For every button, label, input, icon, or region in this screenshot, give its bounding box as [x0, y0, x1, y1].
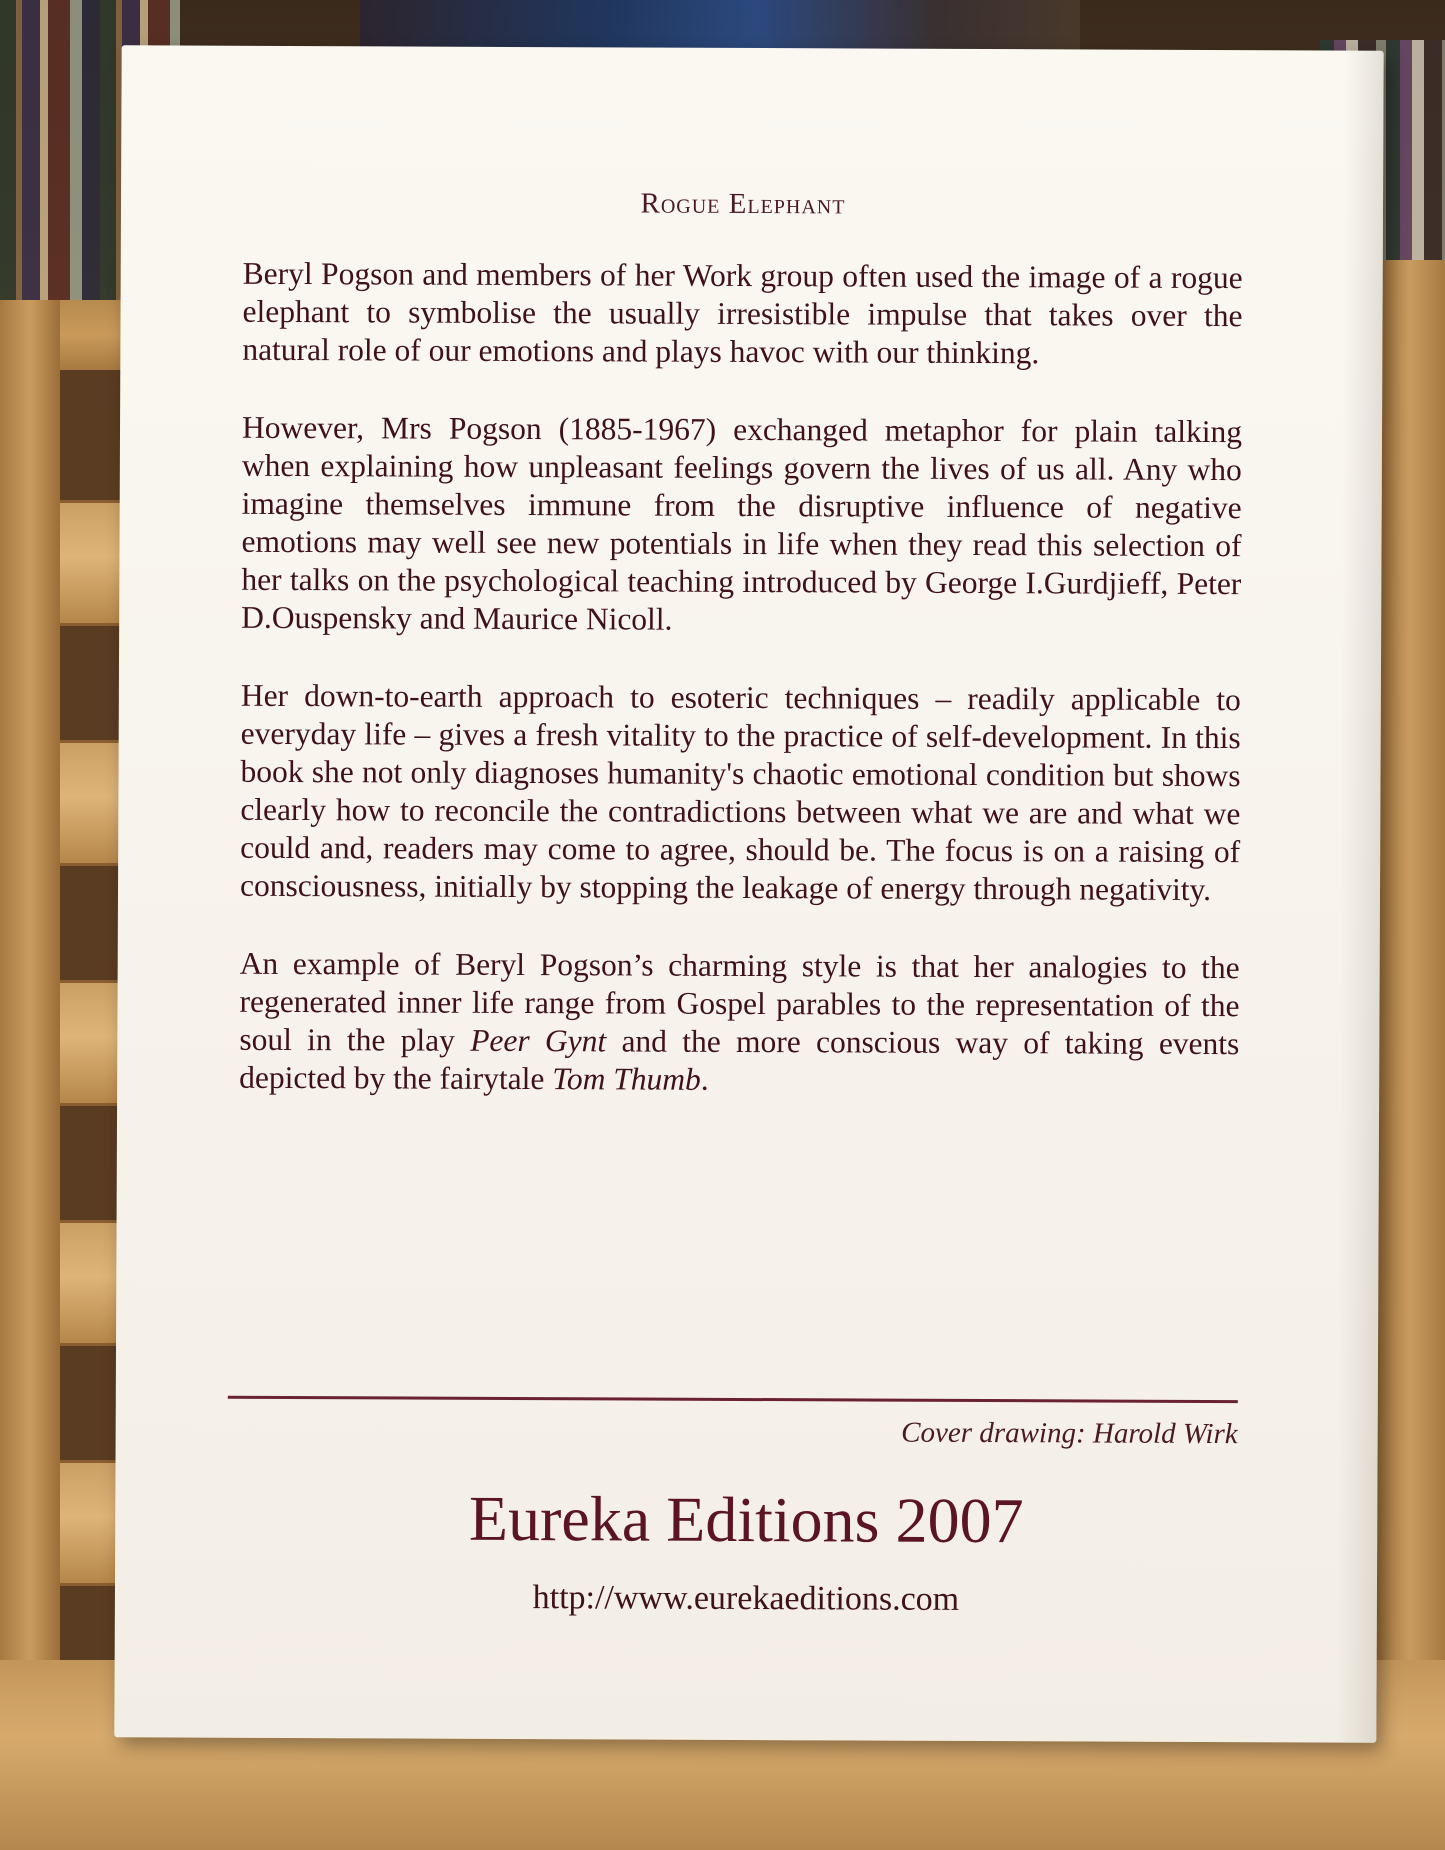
blurb-paragraph-1: Beryl Pogson and members of her Work group often used the image of a rogue elephant to symbolise the usually irresistible impulse that takes over the natural role of our emotions and plays havoc with our thinking.	[242, 255, 1243, 371]
blurb-paragraph-4-part-2: and the more conscious way of taking events depicted by the fairytale	[239, 1023, 1240, 1097]
stand-post-right	[1375, 260, 1445, 1850]
book-back-cover	[114, 45, 1383, 1742]
title-peer-gynt: Peer Gynt	[470, 1022, 607, 1059]
blurb-paragraph-3: Her down-to-earth approach to esoteric techniques – readily applicable to everyday life – gives a fresh vitality to the practice of self-development. In this book she not only diagnoses humanity's chaotic emotional condition but shows clearly how to reconcile the contradictions between what we are and what we could and, readers may come to agree, should be. The focus is on a raising of consciousness, initially by stopping the leakage of energy through negativity.	[239, 677, 1241, 908]
divider-rule	[228, 1396, 1238, 1403]
blurb-paragraph-4-part-1: An example of Beryl Pogson’s charming style is that her analogies to the regenerated inner life range from Gospel parables to the representation of the soul in the play	[239, 945, 1240, 1058]
publisher-url: http://www.eurekaeditions.com	[532, 1579, 960, 1618]
book-title: Rogue Elephant	[640, 187, 846, 221]
title-tom-thumb: Tom Thumb	[552, 1061, 701, 1097]
blurb-text-block	[239, 186, 1243, 1141]
cover-credit: Cover drawing: Harold Wirk	[901, 1416, 1238, 1451]
blurb-paragraph-4	[239, 945, 1240, 1101]
blurb-paragraph-2: However, Mrs Pogson (1885-1967) exchanged metaphor for plain talking when explaining how unpleasant feelings govern the lives of us all. Any who imagine themselves immune from the disruptive influence of negative emotions may well see new potentials in life when they read this selection of her talks on the psychological teaching introduced by George I.Gurdjieff, Peter D.Ouspensky and Maurice Nicoll.	[241, 409, 1243, 637]
stand-post-left	[0, 300, 60, 1850]
blurb-paragraph-4-part-3: .	[700, 1061, 709, 1097]
publisher-imprint: Eureka Editions 2007	[468, 1482, 1024, 1557]
